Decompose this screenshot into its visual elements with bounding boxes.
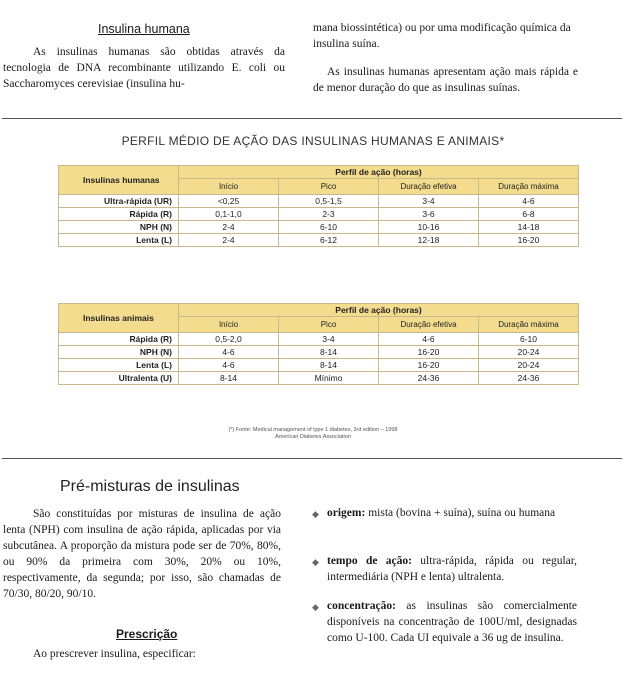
table1-corner-header: Insulinas humanas — [59, 166, 179, 195]
human-insulin-table — [58, 165, 579, 247]
cell: 0,5-2,0 — [179, 333, 279, 346]
cell: 16-20 — [379, 346, 479, 359]
row-label: Lenta (L) — [59, 359, 179, 372]
cell: 2-4 — [179, 221, 279, 234]
pre-misturas-title: Pré-misturas de insulinas — [60, 478, 240, 495]
table1-group-header: Perfil de ação (horas) — [179, 166, 579, 179]
table-row — [59, 359, 579, 372]
row-label: Rápida (R) — [59, 208, 179, 221]
cell: 0,5-1,5 — [279, 195, 379, 208]
row-label: NPH (N) — [59, 346, 179, 359]
table2-col-header: Pico — [279, 317, 379, 333]
table-row — [59, 221, 579, 234]
row-label: Rápida (R) — [59, 333, 179, 346]
row-label: Ultra-rápida (UR) — [59, 195, 179, 208]
cell: 8-14 — [279, 359, 379, 372]
table2-col-header: Duração máxima — [479, 317, 579, 333]
table-row — [59, 208, 579, 221]
footnote-line-1: (*) Fonte: Medical management of type 1 diabetes, 3rd edition – 1998 — [228, 427, 398, 433]
bullet-text: as insulinas são comercialmente disponíveis na concentração de 100U/ml, designadas como U-100. Cada UI equivale a 36 ug de insulina. — [327, 600, 577, 644]
cell: 20-24 — [479, 346, 579, 359]
bullet-tempo-de-acao — [312, 553, 577, 585]
cell: 16-20 — [479, 234, 579, 247]
cell: 16-20 — [379, 359, 479, 372]
row-label: Ultralenta (U) — [59, 372, 179, 385]
prescricao-text: Ao prescrever insulina, especificar: — [33, 648, 196, 660]
diamond-bullet-icon: ◆ — [312, 509, 319, 519]
diamond-bullet-icon: ◆ — [312, 602, 319, 612]
cell: 6-10 — [479, 333, 579, 346]
row-label: NPH (N) — [59, 221, 179, 234]
table2-col-header: Duração efetiva — [379, 317, 479, 333]
animal-insulin-table — [58, 303, 579, 385]
table1-col-header: Duração efetiva — [379, 179, 479, 195]
figure-footnote — [0, 427, 626, 441]
table1-col-header: Duração máxima — [479, 179, 579, 195]
table2-group-header: Perfil de ação (horas) — [179, 304, 579, 317]
cell: 3-4 — [279, 333, 379, 346]
table-row — [59, 372, 579, 385]
bullet-label: origem: — [327, 507, 366, 519]
cell: 8-14 — [179, 372, 279, 385]
table1-col-header: Início — [179, 179, 279, 195]
cell: 0,1-1,0 — [179, 208, 279, 221]
cell: 3-4 — [379, 195, 479, 208]
cell: 2-4 — [179, 234, 279, 247]
cell: 4-6 — [479, 195, 579, 208]
table-row — [59, 333, 579, 346]
insulina-humana-heading: Insulina humana — [98, 22, 190, 36]
right-paragraph-1: mana biossintética) ou por uma modificação química da insulina suína. — [313, 22, 571, 50]
table-row — [59, 195, 579, 208]
pre-misturas-paragraph: São constituídas por misturas de insulina de ação lenta (NPH) com insulina de ação rápida, aplicadas por via subcutânea. A proporção da mistura pode ser de 70%, 80%, ou 90% da primeira com 30%, 20% ou 10%, respectivamente, da segunda; por isso, são chamadas de 70/30, 80/20, 90/10. — [3, 508, 281, 600]
row-label: Lenta (L) — [59, 234, 179, 247]
cell: 6-12 — [279, 234, 379, 247]
cell: 4-6 — [179, 359, 279, 372]
prescricao-heading: Prescrição — [116, 627, 178, 641]
cell: Mínimo — [279, 372, 379, 385]
table-row — [59, 234, 579, 247]
top-rule — [2, 118, 622, 119]
cell: 3-6 — [379, 208, 479, 221]
cell: <0,25 — [179, 195, 279, 208]
cell: 14-18 — [479, 221, 579, 234]
bullet-text: mista (bovina + suína), suína ou humana — [365, 507, 556, 519]
table2-col-header: Início — [179, 317, 279, 333]
table1-col-header: Pico — [279, 179, 379, 195]
bullet-label: concentração: — [327, 600, 396, 612]
cell: 12-18 — [379, 234, 479, 247]
cell: 2-3 — [279, 208, 379, 221]
bullet-text: ultra-rápida, rápida ou regular, intermediária (NPH e lenta) ultralenta. — [327, 555, 577, 583]
right-paragraph-2: As insulinas humanas apresentam ação mais rápida e de menor duração do que as insulinas suínas. — [313, 66, 578, 94]
table-row — [59, 346, 579, 359]
cell: 4-6 — [379, 333, 479, 346]
bottom-rule — [2, 458, 622, 459]
cell: 6-8 — [479, 208, 579, 221]
cell: 6-10 — [279, 221, 379, 234]
cell: 24-36 — [479, 372, 579, 385]
cell: 24-36 — [379, 372, 479, 385]
footnote-line-2: American Diabetes Association — [275, 434, 351, 440]
table2-corner-header: Insulinas animais — [59, 304, 179, 333]
cell: 10-16 — [379, 221, 479, 234]
diamond-bullet-icon: ◆ — [312, 557, 319, 567]
bullet-concentracao — [312, 598, 577, 646]
bullet-origem — [312, 505, 577, 521]
bullet-label: tempo de ação: — [327, 555, 412, 567]
figure-title: PERFIL MÉDIO DE AÇÃO DAS INSULINAS HUMANAS E ANIMAIS* — [121, 134, 505, 148]
cell: 4-6 — [179, 346, 279, 359]
cell: 20-24 — [479, 359, 579, 372]
insulina-humana-paragraph: As insulinas humanas são obtidas através da tecnologia de DNA recombinante utilizando E. coli ou Saccharomyces cerevisiae (insulina hu- — [3, 46, 285, 90]
cell: 8-14 — [279, 346, 379, 359]
